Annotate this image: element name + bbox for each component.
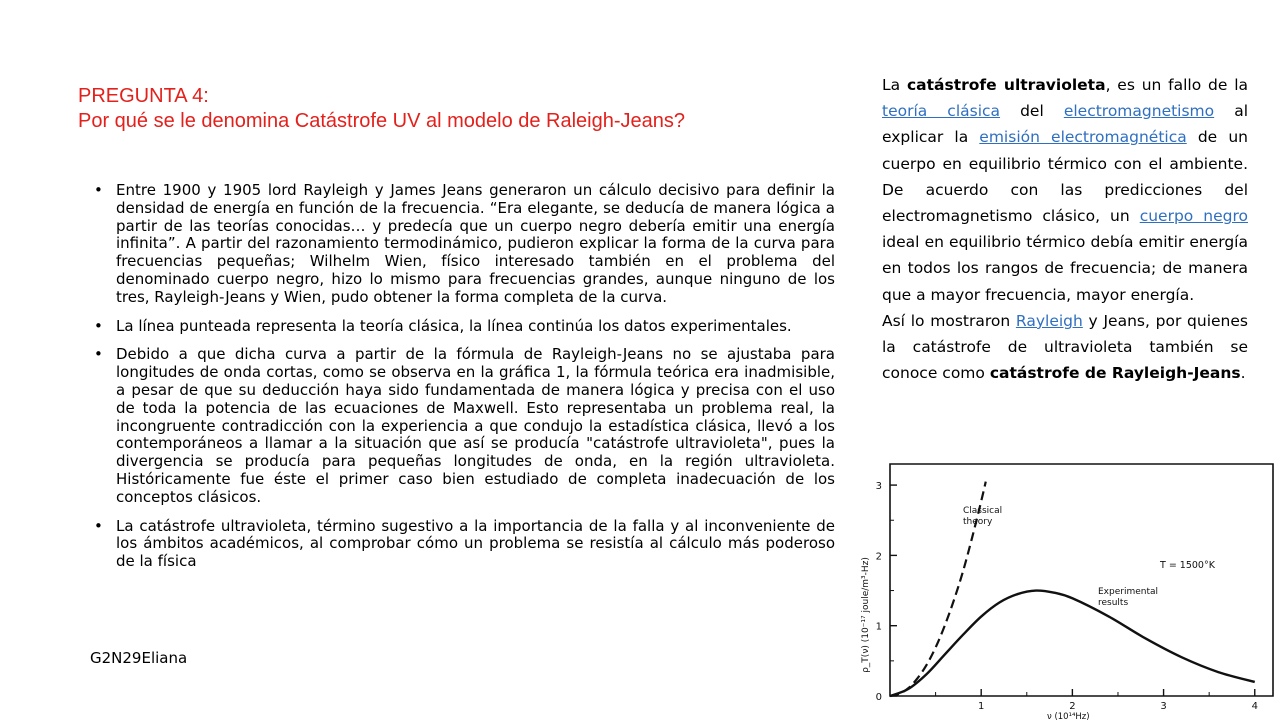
bullet-item xyxy=(94,518,835,571)
text-run: de un cuerpo en equilibrio térmico con el ambiente. De acuerdo con las predicciones del electromagnetismo clásico, un xyxy=(882,128,1248,226)
x-tick-label: 4 xyxy=(1251,701,1258,712)
temperature-annotation: T = 1500°K xyxy=(1160,560,1215,571)
author-signature: G2N29Eliana xyxy=(90,649,188,667)
link-teoria-clasica[interactable]: teoría clásica xyxy=(882,102,1001,121)
y-tick-label: 0 xyxy=(875,692,882,703)
label-experimental-results: Experimental results xyxy=(1098,587,1159,608)
y-tick-label: 1 xyxy=(875,621,882,633)
title-question: Por qué se le denomina Catástrofe UV al modelo de Raleigh-Jeans? xyxy=(78,110,686,132)
text-run: ideal en equilibrio térmico debía emitir energía en todos los rangos de frecuencia; de manera que a mayor frecuencia, mayor energía. xyxy=(882,233,1248,304)
y-axis-label: ρ_T(ν) (10⁻¹⁷ joule/m³-Hz) xyxy=(861,557,871,673)
bullet-text: • Debido a que dicha curva a partir de la fórmula de Rayleigh-Jeans no se ajustaba para longitudes de onda cortas, como se observa en la gráfica 1, la fórmula teórica era inadmisible, a pesar de que su deducción haya sido fundamentada de manera lógica y precisa con el uso de toda la potencia de las ecuaciones de Maxwell. Esto representaba un problema real, la incongruente contradicción con la experiencia a que condujo la estadística clásica, llevó a los contemporáneos a llamar a la situación que así se producía "catástrofe ultravioleta", pues la divergencia se producía para pequeñas longitudes de onda, en la región ultravioleta. Históricamente fue éste el primer caso bien estudiado de completa inadecuación de los conceptos clásicos. xyxy=(116,345,835,506)
bullet-item xyxy=(94,182,835,307)
term-catastrofe-rayleigh-jeans: catástrofe de Rayleigh-Jeans xyxy=(989,364,1241,383)
text-run: La xyxy=(882,76,907,94)
definition-panel xyxy=(882,72,1248,386)
bullet-text: • La línea punteada representa la teoría clásica, la línea continúa los datos experimentales. xyxy=(116,316,792,335)
definition-paragraph xyxy=(882,308,1248,387)
bullet-list xyxy=(94,182,835,582)
term-catastrofe-ultravioleta: catástrofe ultravioleta xyxy=(906,76,1106,94)
label-classical-theory: Classical theory xyxy=(963,506,1003,527)
text-run: y Jeans, por quienes la catástrofe de ultravioleta también se conoce como xyxy=(882,311,1248,383)
bullet-text: • Entre 1900 y 1905 lord Rayleigh y James Jeans generaron un cálculo decisivo para definir la densidad de energía en función de la frecuencia. “Era elegante, se deducía de manera lógica a partir de las teorías conocidas… y predecía que un cuerpo negro debería emitir una energía infinita”. A partir del razonamiento termodinámico, pudieron explicar la forma de la curva para frecuencias pequeñas; Wilhelm Wien, físico interesado también en el problema del denominado cuerpo negro, hizo lo mismo para frecuencias grandes, aunque ninguno de los tres, Rayleigh-Jeans y Wien, pudo obtener la forma completa de la curva. xyxy=(116,181,835,306)
link-electromagnetismo[interactable]: electromagnetismo xyxy=(1063,102,1215,121)
text-run: . xyxy=(1240,364,1246,383)
link-rayleigh[interactable]: Rayleigh xyxy=(1015,311,1083,330)
x-tick-label: 2 xyxy=(1069,701,1076,712)
link-emision-electromagnetica[interactable]: emisión electromagnética xyxy=(979,128,1187,147)
text-run: del xyxy=(1000,102,1064,121)
x-tick-label: 3 xyxy=(1160,701,1167,712)
slide-title xyxy=(78,84,818,134)
x-axis-label: ν (10¹⁴Hz) xyxy=(1047,712,1090,720)
definition-paragraph xyxy=(882,72,1248,308)
blackbody-chart xyxy=(855,448,1280,720)
bullet-item xyxy=(94,346,835,506)
bullet-item xyxy=(94,318,835,336)
y-tick-label: 3 xyxy=(875,481,882,493)
text-run: al explicar la xyxy=(882,102,1248,147)
chart-background xyxy=(855,448,1280,720)
title-question-number: PREGUNTA 4: xyxy=(78,85,209,107)
link-cuerpo-negro[interactable]: cuerpo negro xyxy=(1139,207,1248,226)
bullet-text: • La catástrofe ultravioleta, término sugestivo a la importancia de la falla y al inconveniente de los ámbitos académicos, al comprobar cómo un problema se resistía al cálculo más poderoso de la física xyxy=(116,516,835,571)
text-run: Así lo mostraron xyxy=(882,311,1016,330)
text-run: , es un fallo de la xyxy=(1105,76,1249,94)
y-tick-label: 2 xyxy=(875,551,882,563)
x-tick-label: 1 xyxy=(978,701,985,712)
